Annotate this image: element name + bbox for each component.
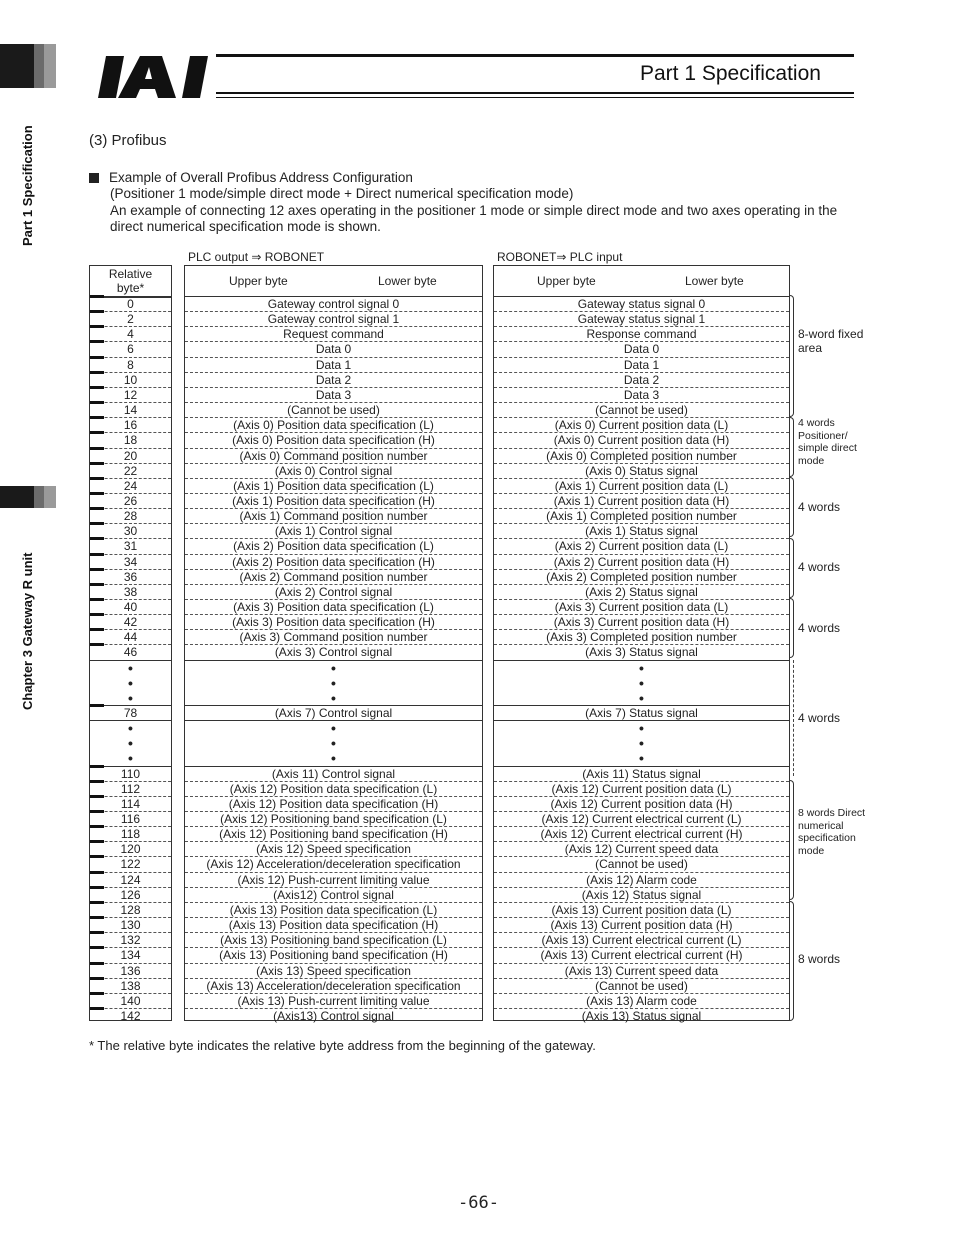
table-cell: 38 — [90, 584, 171, 599]
row-marker — [90, 340, 104, 343]
table-cell: (Cannot be used) — [494, 856, 789, 871]
table-cell: (Axis 2) Position data specification (H) — [185, 554, 482, 569]
table-cell: (Axis 3) Current position data (H) — [494, 614, 789, 629]
row-marker — [90, 310, 104, 313]
table-cell: (Axis 12) Current electrical current (H) — [494, 826, 789, 841]
table-cell: 110 — [90, 766, 171, 781]
table-cell: 36 — [90, 569, 171, 584]
table-cell: (Axis 1) Current position data (H) — [494, 493, 789, 508]
bullet-text-line2: direct numerical specification mode is shown. — [110, 219, 381, 234]
table-cell: (Axis 0) Completed position number — [494, 448, 789, 463]
table-cell: (Axis 0) Command position number — [185, 448, 482, 463]
table-cell: (Axis 12) Positioning band specification (H) — [185, 826, 482, 841]
section-title: (3) Profibus — [89, 132, 167, 149]
page-number: -66- — [458, 1193, 499, 1213]
table-cell: (Axis 13) Position data specification (L) — [185, 902, 482, 917]
table-cell: (Axis 12) Speed specification — [185, 841, 482, 856]
table-cell: (Axis 12) Current position data (H) — [494, 796, 789, 811]
header-rule-bottom2 — [216, 97, 854, 98]
row-marker — [90, 992, 104, 995]
table-cell: Gateway status signal 1 — [494, 311, 789, 326]
row-marker — [90, 447, 104, 450]
table-cell: 34 — [90, 554, 171, 569]
row-marker — [90, 810, 104, 813]
row-marker — [90, 780, 104, 783]
table-cell: 126 — [90, 887, 171, 902]
plc-input-table — [493, 265, 790, 1021]
table-cell: (Axis 11) Control signal — [185, 766, 482, 781]
page-header-title: Part 1 Specification — [640, 62, 821, 85]
row-marker — [90, 386, 104, 389]
table-gap — [90, 660, 171, 705]
table-cell: (Axis 12) Status signal — [494, 887, 789, 902]
label-axis1-words: 4 words — [798, 500, 841, 514]
row-marker — [90, 946, 104, 949]
table-cell: Data 0 — [185, 341, 482, 356]
row-marker — [90, 568, 104, 571]
table-cell: (Axis 3) Current position data (L) — [494, 599, 789, 614]
table-cell: (Axis 12) Current speed data — [494, 841, 789, 856]
table-cell: (Axis 7) Status signal — [494, 705, 789, 720]
table-cell: (Axis 0) Position data specification (L) — [185, 417, 482, 432]
table-cell: (Axis 13) Speed specification — [185, 963, 482, 978]
table-gap — [494, 720, 789, 765]
table-cell: 28 — [90, 508, 171, 523]
row-marker — [90, 401, 104, 404]
table-cell: 128 — [90, 902, 171, 917]
table-cell: (Axis 3) Position data specification (H) — [185, 614, 482, 629]
table-cell: (Axis 3) Completed position number — [494, 629, 789, 644]
table-cell: 138 — [90, 978, 171, 993]
table-cell: 140 — [90, 993, 171, 1008]
table-cell: (Axis 3) Control signal — [185, 644, 482, 659]
brace-axis1 — [789, 477, 794, 537]
row-marker — [90, 613, 104, 616]
header-rule-bottom — [216, 92, 854, 94]
table-gap — [185, 720, 482, 765]
row-marker — [90, 477, 104, 480]
table-cell: Request command — [185, 326, 482, 341]
plc-output-table — [184, 265, 483, 1021]
table-cell: 122 — [90, 856, 171, 871]
table-cell: 134 — [90, 947, 171, 962]
table-cell: Data 1 — [185, 357, 482, 372]
table-cell: (Axis 13) Positioning band specification (L) — [185, 932, 482, 947]
table-cell: Gateway control signal 0 — [185, 296, 482, 311]
table-cell: 8 — [90, 357, 171, 372]
label-axis2-words: 4 words — [798, 560, 841, 574]
row-marker — [90, 871, 104, 874]
table-cell: Data 2 — [494, 372, 789, 387]
row-marker — [90, 855, 104, 858]
bullet-square-icon — [89, 173, 99, 183]
table-cell: 0 — [90, 296, 171, 311]
table-cell: (Axis 12) Acceleration/deceleration specification — [185, 856, 482, 871]
table-cell: 40 — [90, 599, 171, 614]
label-axis3-words: 4 words — [798, 621, 841, 635]
bullet-heading: Example of Overall Profibus Address Configuration — [89, 170, 413, 187]
table-cell: Data 2 — [185, 372, 482, 387]
table-cell: (Axis 2) Current position data (H) — [494, 554, 789, 569]
table-cell: (Axis 1) Status signal — [494, 523, 789, 538]
row-marker — [90, 916, 104, 919]
table-cell: (Axis 13) Positioning band specification (H) — [185, 947, 482, 962]
table-cell: 6 — [90, 341, 171, 356]
table-cell: (Axis 12) Current position data (L) — [494, 781, 789, 796]
table-cell: Data 3 — [185, 387, 482, 402]
side-tab-2-light — [44, 486, 56, 508]
row-marker — [90, 416, 104, 419]
row-marker — [90, 765, 104, 768]
brace-axis4-11 — [789, 660, 794, 776]
brace-axis13 — [789, 901, 794, 1021]
row-marker — [90, 431, 104, 434]
brace-axis0 — [789, 417, 794, 477]
side-tab-1-dark — [0, 44, 34, 88]
table-cell: 44 — [90, 629, 171, 644]
bullet-subtitle: (Positioner 1 mode/simple direct mode + Direct numerical specification mode) — [110, 186, 574, 201]
ellipsis-dots-icon: • • • — [331, 720, 336, 767]
label-axis0-positioner: 4 words Positioner/ simple direct mode — [798, 417, 857, 467]
table-cell: 18 — [90, 432, 171, 447]
table-cell: 16 — [90, 417, 171, 432]
row-marker — [90, 462, 104, 465]
table-cell: (Axis 13) Current speed data — [494, 963, 789, 978]
table-cell: 22 — [90, 463, 171, 478]
table-cell: (Axis 12) Current electrical current (L) — [494, 811, 789, 826]
row-marker — [90, 371, 104, 374]
table-cell: (Axis 0) Current position data (H) — [494, 432, 789, 447]
table-cell: 130 — [90, 917, 171, 932]
output-header: Upper byte Lower byte — [185, 266, 482, 297]
table-cell: (Axis 1) Command position number — [185, 508, 482, 523]
table-cell: 132 — [90, 932, 171, 947]
brace-axis12 — [789, 780, 794, 900]
table-cell: 120 — [90, 841, 171, 856]
table-cell: (Axis 1) Completed position number — [494, 508, 789, 523]
table-cell: (Axis 1) Control signal — [185, 523, 482, 538]
table-cell: (Axis 13) Alarm code — [494, 993, 789, 1008]
row-marker — [90, 583, 104, 586]
row-marker — [90, 492, 104, 495]
table-cell: Data 3 — [494, 387, 789, 402]
table-cell: 136 — [90, 963, 171, 978]
bullet-text-line1: An example of connecting 12 axes operating in the positioner 1 mode or simple direct mode and two axes operating in the — [110, 203, 838, 218]
label-fixed-area: 8-word fixed area — [798, 327, 864, 355]
input-header: Upper byte Lower byte — [494, 266, 789, 297]
table-gap — [185, 660, 482, 705]
table-cell: 20 — [90, 448, 171, 463]
table-cell: (Cannot be used) — [494, 978, 789, 993]
row-marker — [90, 628, 104, 631]
row-marker — [90, 840, 104, 843]
table-cell: 12 — [90, 387, 171, 402]
brace-axis2 — [789, 538, 794, 598]
table-gap — [494, 660, 789, 705]
table-cell: (Axis 11) Status signal — [494, 766, 789, 781]
table-cell: (Axis 2) Position data specification (L) — [185, 538, 482, 553]
table-cell: (Axis 1) Current position data (L) — [494, 478, 789, 493]
table-cell: (Axis 0) Status signal — [494, 463, 789, 478]
iai-logo — [96, 52, 216, 102]
row-marker — [90, 356, 104, 359]
table-cell: 42 — [90, 614, 171, 629]
side-label-chapter3: Chapter 3 Gateway R unit — [20, 552, 35, 710]
row-marker — [90, 598, 104, 601]
table-cell: Gateway control signal 1 — [185, 311, 482, 326]
table-cell: (Axis 13) Current electrical current (H) — [494, 947, 789, 962]
row-marker — [90, 643, 104, 646]
row-marker — [90, 537, 104, 540]
table-cell: (Axis 13) Acceleration/deceleration specification — [185, 978, 482, 993]
table-cell: (Axis 13) Current position data (L) — [494, 902, 789, 917]
row-marker — [90, 962, 104, 965]
table-cell: (Axis 0) Position data specification (H) — [185, 432, 482, 447]
relative-byte-column — [89, 265, 172, 1021]
table-cell: 26 — [90, 493, 171, 508]
row-marker — [90, 1007, 104, 1010]
brace-fixed-area — [789, 295, 794, 417]
table-cell: (Axis 2) Control signal — [185, 584, 482, 599]
row-marker — [90, 901, 104, 904]
row-marker — [90, 325, 104, 328]
caption-plc-input: ROBONET⇒ PLC input — [497, 250, 623, 264]
row-marker — [90, 977, 104, 980]
row-marker — [90, 522, 104, 525]
table-cell: (Cannot be used) — [185, 402, 482, 417]
table-cell: (Axis 2) Completed position number — [494, 569, 789, 584]
row-marker — [90, 295, 104, 298]
table-cell: (Axis 2) Status signal — [494, 584, 789, 599]
table-cell: (Axis 12) Position data specification (H) — [185, 796, 482, 811]
caption-plc-output: PLC output ⇒ ROBONET — [188, 250, 325, 264]
side-tab-1-mid — [34, 44, 44, 88]
label-axis4-11-words: 4 words — [798, 711, 841, 725]
ellipsis-dots-icon: • • • — [331, 659, 336, 706]
brace-axis3 — [789, 598, 794, 658]
table-cell: (Axis 2) Current position data (L) — [494, 538, 789, 553]
table-cell: 46 — [90, 644, 171, 659]
table-cell: (Axis 7) Control signal — [185, 705, 482, 720]
table-gap — [90, 720, 171, 765]
table-cell: (Axis 1) Position data specification (L) — [185, 478, 482, 493]
table-cell: Data 0 — [494, 341, 789, 356]
table-cell: 4 — [90, 326, 171, 341]
row-marker — [90, 825, 104, 828]
table-cell: (Axis13) Control signal — [185, 1008, 482, 1023]
label-axis13-words: 8 words — [798, 952, 841, 966]
table-cell: 2 — [90, 311, 171, 326]
table-cell: (Axis 1) Position data specification (H) — [185, 493, 482, 508]
table-cell: Response command — [494, 326, 789, 341]
ellipsis-dots-icon: • • • — [639, 659, 644, 706]
relative-byte-header: Relative byte* — [90, 266, 171, 298]
table-cell: 14 — [90, 402, 171, 417]
table-cell: 118 — [90, 826, 171, 841]
table-cell: 10 — [90, 372, 171, 387]
table-cell: (Axis 0) Control signal — [185, 463, 482, 478]
table-cell: 112 — [90, 781, 171, 796]
table-cell: 78 — [90, 705, 171, 720]
table-cell: (Axis 13) Current position data (H) — [494, 917, 789, 932]
table-cell: 142 — [90, 1008, 171, 1023]
ellipsis-dots-icon: • • • — [128, 720, 133, 767]
row-marker — [90, 553, 104, 556]
row-marker — [90, 886, 104, 889]
table-cell: (Axis 12) Push-current limiting value — [185, 872, 482, 887]
side-label-part1: Part 1 Specification — [20, 125, 35, 246]
row-marker — [90, 704, 104, 707]
table-cell: (Axis 2) Command position number — [185, 569, 482, 584]
table-cell: (Axis 12) Alarm code — [494, 872, 789, 887]
table-cell: (Axis 0) Current position data (L) — [494, 417, 789, 432]
row-marker — [90, 795, 104, 798]
header-rule-top — [216, 54, 854, 57]
table-cell: 24 — [90, 478, 171, 493]
table-cell: (Axis 3) Command position number — [185, 629, 482, 644]
table-cell: 124 — [90, 872, 171, 887]
label-axis12-direct: 8 words Direct numerical specification mode — [798, 807, 866, 857]
table-cell: 30 — [90, 523, 171, 538]
table-cell: 114 — [90, 796, 171, 811]
table-cell: (Axis 12) Position data specification (L) — [185, 781, 482, 796]
table-cell: (Axis 12) Positioning band specification (L) — [185, 811, 482, 826]
table-cell: (Axis 13) Push-current limiting value — [185, 993, 482, 1008]
side-tab-2-mid — [34, 486, 44, 508]
table-cell: (Axis 13) Status signal — [494, 1008, 789, 1023]
table-cell: 31 — [90, 538, 171, 553]
table-cell: (Axis 3) Status signal — [494, 644, 789, 659]
table-cell: Data 1 — [494, 357, 789, 372]
side-tab-1-light — [44, 44, 56, 88]
table-cell: (Axis 13) Current electrical current (L) — [494, 932, 789, 947]
ellipsis-dots-icon: • • • — [128, 659, 133, 706]
table-cell: Gateway status signal 0 — [494, 296, 789, 311]
table-cell: (Axis 13) Position data specification (H) — [185, 917, 482, 932]
row-marker — [90, 931, 104, 934]
ellipsis-dots-icon: • • • — [639, 720, 644, 767]
side-tab-2-dark — [0, 486, 34, 508]
row-marker — [90, 507, 104, 510]
table-cell: (Axis 3) Position data specification (L) — [185, 599, 482, 614]
footnote: * The relative byte indicates the relative byte address from the beginning of the gateway. — [89, 1038, 596, 1053]
table-cell: (Cannot be used) — [494, 402, 789, 417]
table-cell: (Axis12) Control signal — [185, 887, 482, 902]
table-cell: 116 — [90, 811, 171, 826]
